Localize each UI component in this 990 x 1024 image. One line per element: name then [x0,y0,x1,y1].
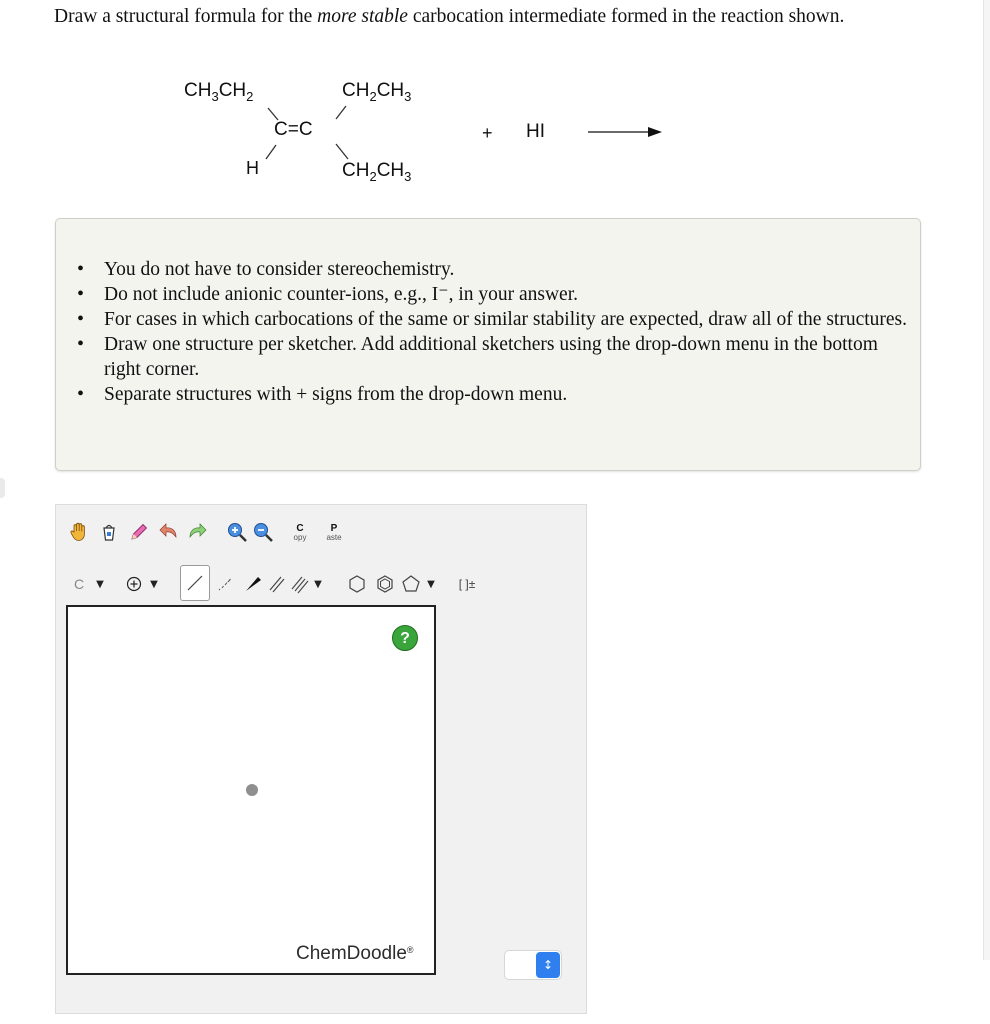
chevron-down-icon: ▼ [150,578,158,590]
reaction-double-bond: C=C [274,119,313,140]
right-scrollbar[interactable] [983,0,990,960]
instruction-item: • Separate structures with + signs from the drop-down menu. [104,382,914,407]
redo-button[interactable] [184,519,210,545]
hexagon-icon [347,574,367,594]
redo-icon [186,521,208,543]
single-bond-button[interactable] [180,565,210,601]
undo-icon [158,521,180,543]
reaction-bottom-right: $CH_2CH_3$ [342,160,412,184]
instruction-item: • You do not have to consider stereochemistry. [104,257,914,282]
instruction-item: • Draw one structure per sketcher. Add additional sketchers using the drop-down menu in the bottom right corner. [104,332,914,382]
wedge-bond-icon [243,574,263,594]
question-part1: Draw a structural formula for the [54,6,313,27]
question-part2: carbocation intermediate formed in the reaction shown. [412,6,845,27]
chevron-down-icon: ▼ [96,578,104,590]
aromatic-ring-button[interactable] [372,571,398,597]
cursor-dot [246,784,258,796]
lasso-tool-button[interactable] [126,519,152,545]
drawing-canvas[interactable] [66,605,436,975]
paste-button[interactable] [322,519,346,547]
hashed-bond-icon [215,574,235,594]
pentagon-icon [401,574,421,594]
element-label: C [74,576,85,592]
triple-bond-selector[interactable] [288,571,324,597]
bracket-charge-button[interactable]: [ ]± [458,577,476,591]
reaction-top-left: $CH_3CH_2$ [184,80,254,104]
undo-button[interactable] [156,519,182,545]
instructions-box [55,218,921,471]
paste-label-top: P [330,523,338,534]
reaction-top-right: $CH_2CH_3$ [342,80,412,104]
chemdoodle-sketcher [55,504,587,1014]
triple-bond-icon [290,574,310,594]
double-bond-button[interactable] [264,571,290,597]
question-text [54,4,904,30]
zoom-in-icon [226,521,248,543]
copy-label-bottom: opy [293,533,307,542]
copy-button[interactable] [288,519,312,547]
eraser-tool-button[interactable] [96,519,122,545]
help-button[interactable]: ? [392,625,418,651]
chevron-down-icon: ▼ [314,578,322,590]
zoom-in-button[interactable] [224,519,250,545]
instructions-list [104,257,914,407]
chemdoodle-brand [296,943,414,965]
bucket-icon [98,521,120,543]
zoom-out-button[interactable] [250,519,276,545]
reaction-bottom-left: H [246,158,259,178]
instruction-item: • For cases in which carbocations of the same or similar stability are expected, draw all of the structures. [104,307,914,332]
hand-tool-button[interactable] [66,519,92,545]
reaction-plus: + [482,123,493,143]
charge-selector[interactable] [120,571,164,597]
left-edge-handle [0,478,5,498]
double-bond-icon [267,574,287,594]
wedge-bond-button[interactable] [240,571,266,597]
element-selector[interactable] [68,571,110,597]
ring-selector[interactable] [398,571,438,597]
benzene-icon [375,574,395,594]
benzene-ring-button[interactable] [344,571,370,597]
zoom-out-icon [252,521,274,543]
copy-label-top: C [296,523,304,534]
reaction-scheme [150,72,690,197]
single-bond-icon [185,573,205,593]
hand-icon [68,521,90,543]
dashed-bond-button[interactable] [212,571,238,597]
instruction-item: • Do not include anionic counter-ions, e.g., I⁻, in your answer. [104,282,914,307]
brand-registered-mark: ® [406,945,414,955]
updown-arrow-icon[interactable]: ↕ [536,952,560,978]
reaction-reagent: HI [526,121,545,142]
additional-sketcher-dropdown[interactable] [504,950,562,980]
paste-label-bottom: aste [326,533,342,542]
plus-charge-icon [126,576,142,592]
pencil-icon [128,521,150,543]
question-emphasis: more stable [317,6,408,27]
chevron-down-icon: ▼ [427,578,435,590]
brand-name: ChemDoodle [296,943,407,964]
